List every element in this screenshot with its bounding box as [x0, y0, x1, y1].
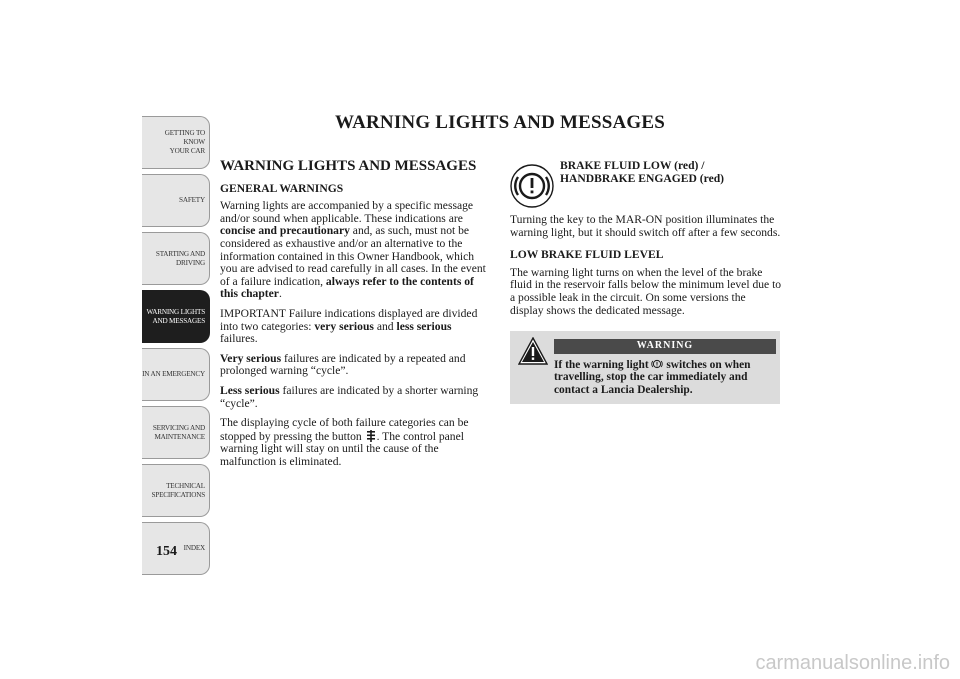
right-column [510, 160, 782, 404]
chapter-tabs [142, 116, 210, 580]
tab-getting-to-know[interactable] [142, 116, 210, 169]
tab-label: WARNING LIGHTS AND MESSAGES [146, 307, 205, 325]
paragraph-less-serious: Less serious failures are indicated by a shorter warning “cycle”. [220, 383, 479, 410]
subheading-low-brake-fluid: LOW BRAKE FLUID LEVEL [510, 248, 664, 262]
warning-box [510, 331, 780, 404]
tab-warning-lights[interactable] [142, 290, 210, 343]
tab-label: SAFETY [179, 196, 205, 204]
tab-safety[interactable] [142, 174, 210, 227]
menu-button-icon [365, 430, 377, 442]
tab-starting-driving[interactable] [142, 232, 210, 285]
tab-label: INDEX [183, 544, 205, 552]
paragraph-general: Warning lights are accompanied by a specific message and/or sound when applicable. These indications are concise and precautionary and, as such, must not be considered as exhaustive and/or an alternative to the information contained in this Owner Handbook, which you are advised to read carefully in all cases. In the event of a failure indication, always refer to the contents of this chapter. [220, 199, 486, 301]
watermark: carmanualsonline.info [755, 652, 950, 674]
tab-label: GETTING TO KNOW YOUR CAR [164, 129, 205, 155]
tab-label: STARTING AND DRIVING [155, 249, 205, 267]
paragraph-display-cycle: The displaying cycle of both failure categories can be stopped by pressing the button . The control panel warning light will stay on until the cause of the malfunction is eliminated. [220, 416, 469, 468]
section-heading: WARNING LIGHTS AND MESSAGES [220, 158, 477, 174]
paragraph-important: IMPORTANT Failure indications displayed are divided into two categories: very serious and less serious failures. [220, 306, 478, 346]
tab-label: SERVICING AND MAINTENANCE [152, 423, 205, 441]
tab-label: TECHNICAL SPECIFICATIONS [151, 481, 205, 499]
page-title: WARNING LIGHTS AND MESSAGES [334, 112, 666, 133]
tab-servicing[interactable] [142, 406, 210, 459]
tab-technical[interactable] [142, 464, 210, 517]
warning-triangle-icon [518, 337, 548, 365]
paragraph-low-fluid: The warning light turns on when the level of the brake fluid in the reservoir falls below the minimum level due to a possible leak in the circuit. On some versions the display shows the dedicated message. [510, 265, 782, 317]
paragraph-very-serious: Very serious failures are indicated by a repeated and prolonged warning “cycle”. [220, 351, 466, 378]
page-number: 154 [156, 544, 177, 559]
subheading: GENERAL WARNINGS [220, 181, 344, 195]
brake-warning-header [510, 160, 782, 214]
paragraph-key-on: Turning the key to the MAR-ON position illuminates the warning light, but it should switch off after a few seconds. [510, 213, 781, 239]
brake-warning-title: BRAKE FLUID LOW (red) / HANDBRAKE ENGAGED (red) [560, 159, 725, 185]
brake-warning-icon [510, 164, 554, 208]
warning-label: WARNING [554, 339, 776, 354]
left-column [220, 160, 492, 475]
brake-warning-inline-icon [651, 358, 663, 370]
warning-text: If the warning light switches on when travelling, stop the car immediately and contact a Lancia Dealership. [554, 358, 751, 396]
tab-label: IN AN EMERGENCY [142, 370, 205, 378]
tab-emergency[interactable] [142, 348, 210, 401]
